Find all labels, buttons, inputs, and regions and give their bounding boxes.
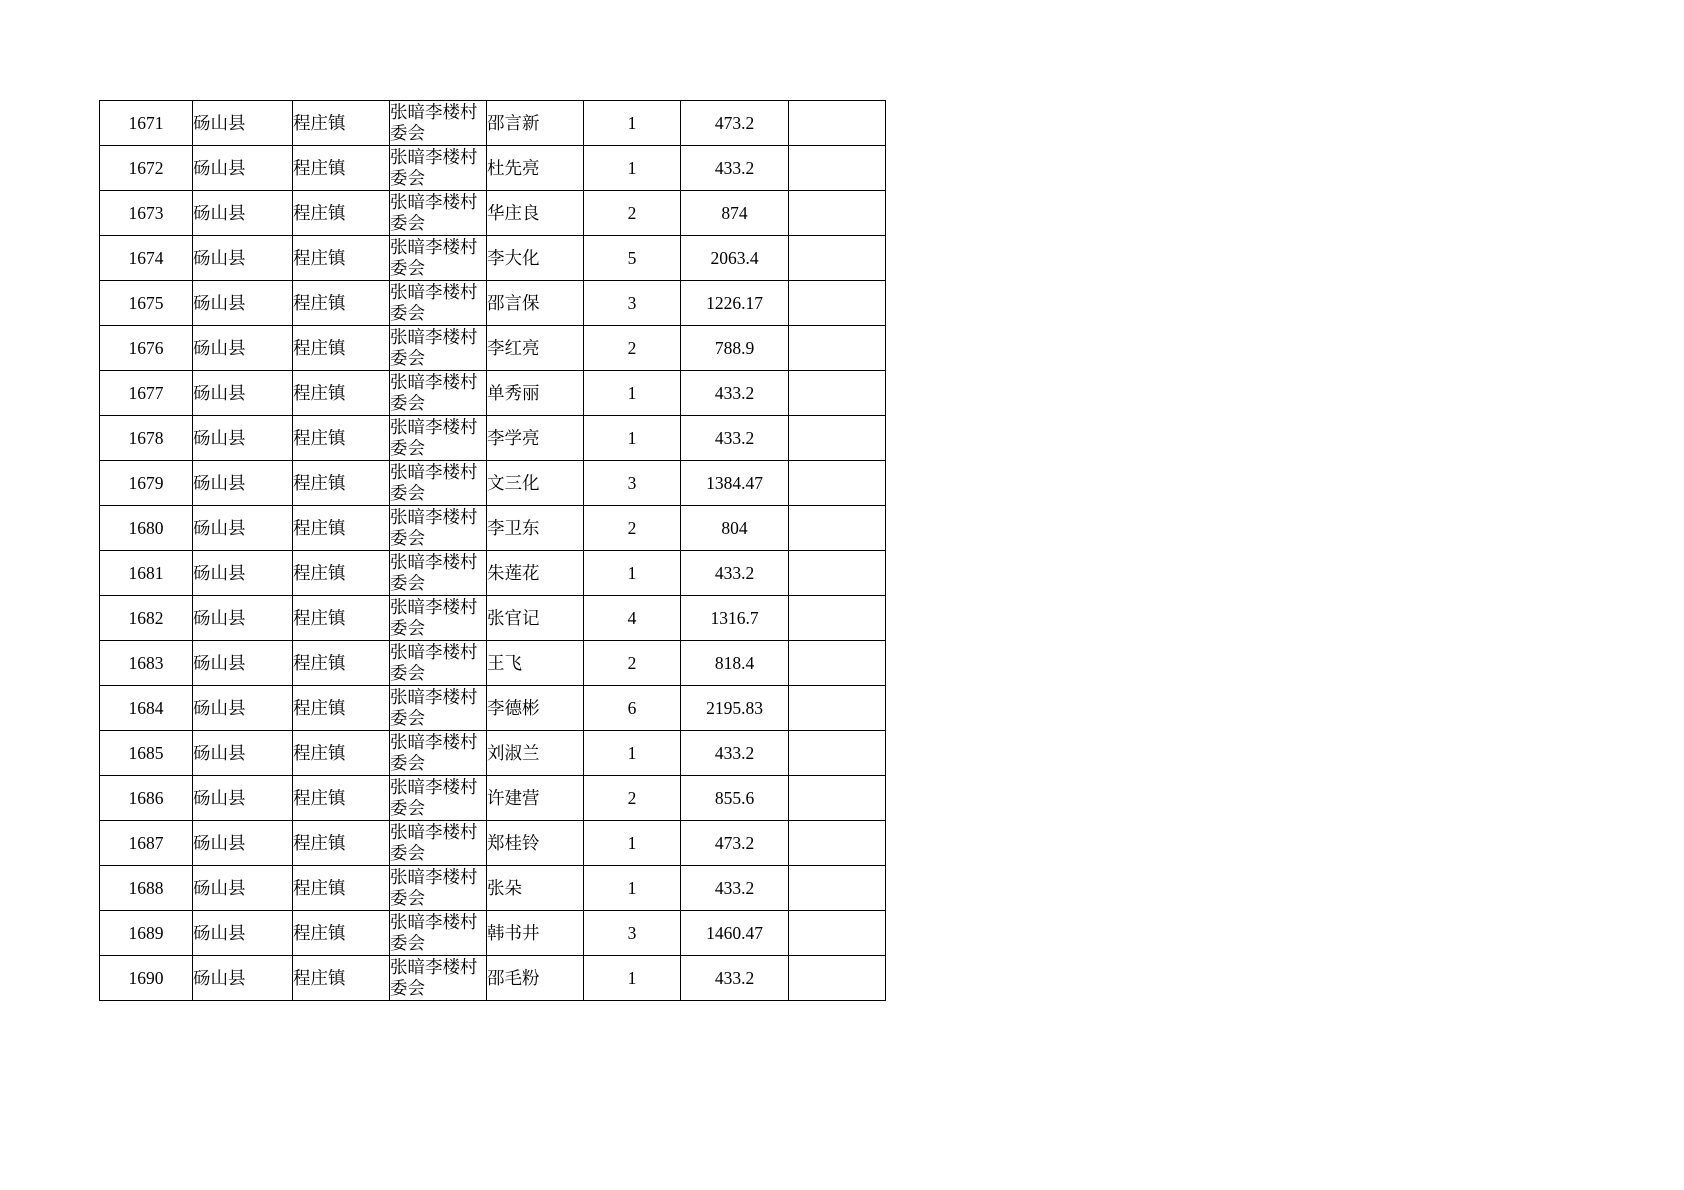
cell-note (789, 101, 886, 146)
cell-town: 程庄镇 (293, 506, 390, 551)
table-row (100, 596, 886, 641)
cell-note (789, 146, 886, 191)
cell-county: 砀山县 (193, 596, 293, 641)
cell-sequence: 1681 (100, 551, 193, 596)
cell-village: 张暗李楼村委会 (390, 551, 487, 596)
cell-sequence: 1682 (100, 596, 193, 641)
cell-town: 程庄镇 (293, 731, 390, 776)
cell-county: 砀山县 (193, 866, 293, 911)
cell-amount: 433.2 (681, 371, 789, 416)
cell-town: 程庄镇 (293, 596, 390, 641)
cell-count: 1 (584, 956, 681, 1001)
cell-count: 1 (584, 371, 681, 416)
table-row (100, 236, 886, 281)
cell-amount: 2063.4 (681, 236, 789, 281)
cell-note (789, 821, 886, 866)
table-container (99, 100, 886, 1001)
cell-amount: 804 (681, 506, 789, 551)
cell-amount: 874 (681, 191, 789, 236)
cell-town: 程庄镇 (293, 551, 390, 596)
cell-sequence: 1683 (100, 641, 193, 686)
cell-amount: 473.2 (681, 101, 789, 146)
cell-note (789, 506, 886, 551)
cell-village: 张暗李楼村委会 (390, 506, 487, 551)
cell-amount: 433.2 (681, 146, 789, 191)
cell-count: 2 (584, 191, 681, 236)
cell-name: 邵言新 (487, 101, 584, 146)
cell-county: 砀山县 (193, 956, 293, 1001)
cell-county: 砀山县 (193, 686, 293, 731)
cell-name: 华庄良 (487, 191, 584, 236)
cell-note (789, 641, 886, 686)
cell-name: 韩书井 (487, 911, 584, 956)
cell-county: 砀山县 (193, 101, 293, 146)
cell-county: 砀山县 (193, 371, 293, 416)
cell-village: 张暗李楼村委会 (390, 236, 487, 281)
cell-village: 张暗李楼村委会 (390, 101, 487, 146)
cell-sequence: 1673 (100, 191, 193, 236)
cell-town: 程庄镇 (293, 371, 390, 416)
cell-note (789, 596, 886, 641)
cell-town: 程庄镇 (293, 776, 390, 821)
cell-county: 砀山县 (193, 416, 293, 461)
table-row (100, 371, 886, 416)
cell-count: 1 (584, 866, 681, 911)
cell-village: 张暗李楼村委会 (390, 686, 487, 731)
cell-sequence: 1678 (100, 416, 193, 461)
cell-sequence: 1679 (100, 461, 193, 506)
table-body (100, 101, 886, 1001)
cell-count: 4 (584, 596, 681, 641)
cell-amount: 2195.83 (681, 686, 789, 731)
cell-county: 砀山县 (193, 236, 293, 281)
table-row (100, 101, 886, 146)
table-row (100, 821, 886, 866)
cell-sequence: 1675 (100, 281, 193, 326)
cell-name: 李大化 (487, 236, 584, 281)
cell-amount: 433.2 (681, 416, 789, 461)
cell-sequence: 1680 (100, 506, 193, 551)
cell-town: 程庄镇 (293, 101, 390, 146)
cell-sequence: 1689 (100, 911, 193, 956)
cell-count: 1 (584, 416, 681, 461)
cell-village: 张暗李楼村委会 (390, 731, 487, 776)
table-row (100, 641, 886, 686)
table-row (100, 506, 886, 551)
cell-county: 砀山县 (193, 506, 293, 551)
cell-village: 张暗李楼村委会 (390, 641, 487, 686)
cell-town: 程庄镇 (293, 911, 390, 956)
table-row (100, 956, 886, 1001)
cell-name: 李卫东 (487, 506, 584, 551)
cell-name: 李德彬 (487, 686, 584, 731)
table-row (100, 416, 886, 461)
cell-name: 邵言保 (487, 281, 584, 326)
cell-sequence: 1685 (100, 731, 193, 776)
cell-amount: 1460.47 (681, 911, 789, 956)
cell-note (789, 236, 886, 281)
cell-county: 砀山县 (193, 461, 293, 506)
cell-note (789, 776, 886, 821)
cell-town: 程庄镇 (293, 326, 390, 371)
cell-name: 李学亮 (487, 416, 584, 461)
cell-county: 砀山县 (193, 641, 293, 686)
table-row (100, 551, 886, 596)
cell-sequence: 1676 (100, 326, 193, 371)
cell-village: 张暗李楼村委会 (390, 416, 487, 461)
cell-county: 砀山县 (193, 191, 293, 236)
cell-name: 许建营 (487, 776, 584, 821)
cell-note (789, 551, 886, 596)
cell-county: 砀山县 (193, 731, 293, 776)
table-row (100, 776, 886, 821)
cell-note (789, 956, 886, 1001)
cell-village: 张暗李楼村委会 (390, 371, 487, 416)
cell-amount: 433.2 (681, 956, 789, 1001)
cell-county: 砀山县 (193, 146, 293, 191)
cell-town: 程庄镇 (293, 821, 390, 866)
cell-amount: 1226.17 (681, 281, 789, 326)
table-row (100, 866, 886, 911)
cell-note (789, 461, 886, 506)
cell-amount: 473.2 (681, 821, 789, 866)
cell-note (789, 911, 886, 956)
table-row (100, 326, 886, 371)
cell-count: 6 (584, 686, 681, 731)
cell-note (789, 326, 886, 371)
cell-amount: 433.2 (681, 551, 789, 596)
cell-county: 砀山县 (193, 281, 293, 326)
table-row (100, 281, 886, 326)
cell-amount: 433.2 (681, 866, 789, 911)
cell-town: 程庄镇 (293, 461, 390, 506)
cell-name: 张官记 (487, 596, 584, 641)
cell-count: 3 (584, 911, 681, 956)
cell-note (789, 686, 886, 731)
cell-sequence: 1690 (100, 956, 193, 1001)
cell-town: 程庄镇 (293, 956, 390, 1001)
table-row (100, 731, 886, 776)
table-row (100, 686, 886, 731)
cell-county: 砀山县 (193, 326, 293, 371)
cell-amount: 855.6 (681, 776, 789, 821)
cell-village: 张暗李楼村委会 (390, 821, 487, 866)
cell-county: 砀山县 (193, 776, 293, 821)
cell-sequence: 1687 (100, 821, 193, 866)
cell-name: 文三化 (487, 461, 584, 506)
cell-town: 程庄镇 (293, 236, 390, 281)
cell-count: 2 (584, 776, 681, 821)
cell-name: 邵毛粉 (487, 956, 584, 1001)
cell-sequence: 1674 (100, 236, 193, 281)
cell-village: 张暗李楼村委会 (390, 191, 487, 236)
cell-note (789, 281, 886, 326)
cell-name: 朱莲花 (487, 551, 584, 596)
cell-count: 5 (584, 236, 681, 281)
cell-note (789, 416, 886, 461)
cell-count: 2 (584, 641, 681, 686)
table-row (100, 911, 886, 956)
cell-name: 刘淑兰 (487, 731, 584, 776)
cell-count: 2 (584, 326, 681, 371)
cell-name: 郑桂铃 (487, 821, 584, 866)
cell-sequence: 1688 (100, 866, 193, 911)
cell-village: 张暗李楼村委会 (390, 956, 487, 1001)
cell-name: 杜先亮 (487, 146, 584, 191)
cell-village: 张暗李楼村委会 (390, 866, 487, 911)
cell-name: 王飞 (487, 641, 584, 686)
cell-town: 程庄镇 (293, 866, 390, 911)
cell-note (789, 866, 886, 911)
cell-county: 砀山县 (193, 911, 293, 956)
cell-village: 张暗李楼村委会 (390, 911, 487, 956)
cell-village: 张暗李楼村委会 (390, 326, 487, 371)
cell-village: 张暗李楼村委会 (390, 461, 487, 506)
cell-sequence: 1672 (100, 146, 193, 191)
cell-count: 1 (584, 731, 681, 776)
cell-amount: 818.4 (681, 641, 789, 686)
cell-count: 1 (584, 101, 681, 146)
cell-note (789, 731, 886, 776)
cell-name: 李红亮 (487, 326, 584, 371)
cell-name: 张朵 (487, 866, 584, 911)
cell-town: 程庄镇 (293, 281, 390, 326)
cell-count: 2 (584, 506, 681, 551)
table-row (100, 461, 886, 506)
cell-sequence: 1686 (100, 776, 193, 821)
cell-amount: 1316.7 (681, 596, 789, 641)
cell-note (789, 371, 886, 416)
cell-town: 程庄镇 (293, 416, 390, 461)
cell-amount: 1384.47 (681, 461, 789, 506)
subsidy-table (99, 100, 886, 1001)
cell-count: 3 (584, 461, 681, 506)
table-row (100, 191, 886, 236)
cell-sequence: 1671 (100, 101, 193, 146)
cell-village: 张暗李楼村委会 (390, 776, 487, 821)
cell-amount: 788.9 (681, 326, 789, 371)
cell-count: 1 (584, 551, 681, 596)
cell-town: 程庄镇 (293, 686, 390, 731)
cell-sequence: 1684 (100, 686, 193, 731)
cell-amount: 433.2 (681, 731, 789, 776)
cell-count: 1 (584, 821, 681, 866)
cell-village: 张暗李楼村委会 (390, 146, 487, 191)
cell-count: 3 (584, 281, 681, 326)
cell-county: 砀山县 (193, 551, 293, 596)
cell-name: 单秀丽 (487, 371, 584, 416)
cell-county: 砀山县 (193, 821, 293, 866)
cell-town: 程庄镇 (293, 146, 390, 191)
cell-town: 程庄镇 (293, 641, 390, 686)
cell-note (789, 191, 886, 236)
cell-town: 程庄镇 (293, 191, 390, 236)
cell-village: 张暗李楼村委会 (390, 596, 487, 641)
table-row (100, 146, 886, 191)
cell-sequence: 1677 (100, 371, 193, 416)
cell-village: 张暗李楼村委会 (390, 281, 487, 326)
cell-count: 1 (584, 146, 681, 191)
